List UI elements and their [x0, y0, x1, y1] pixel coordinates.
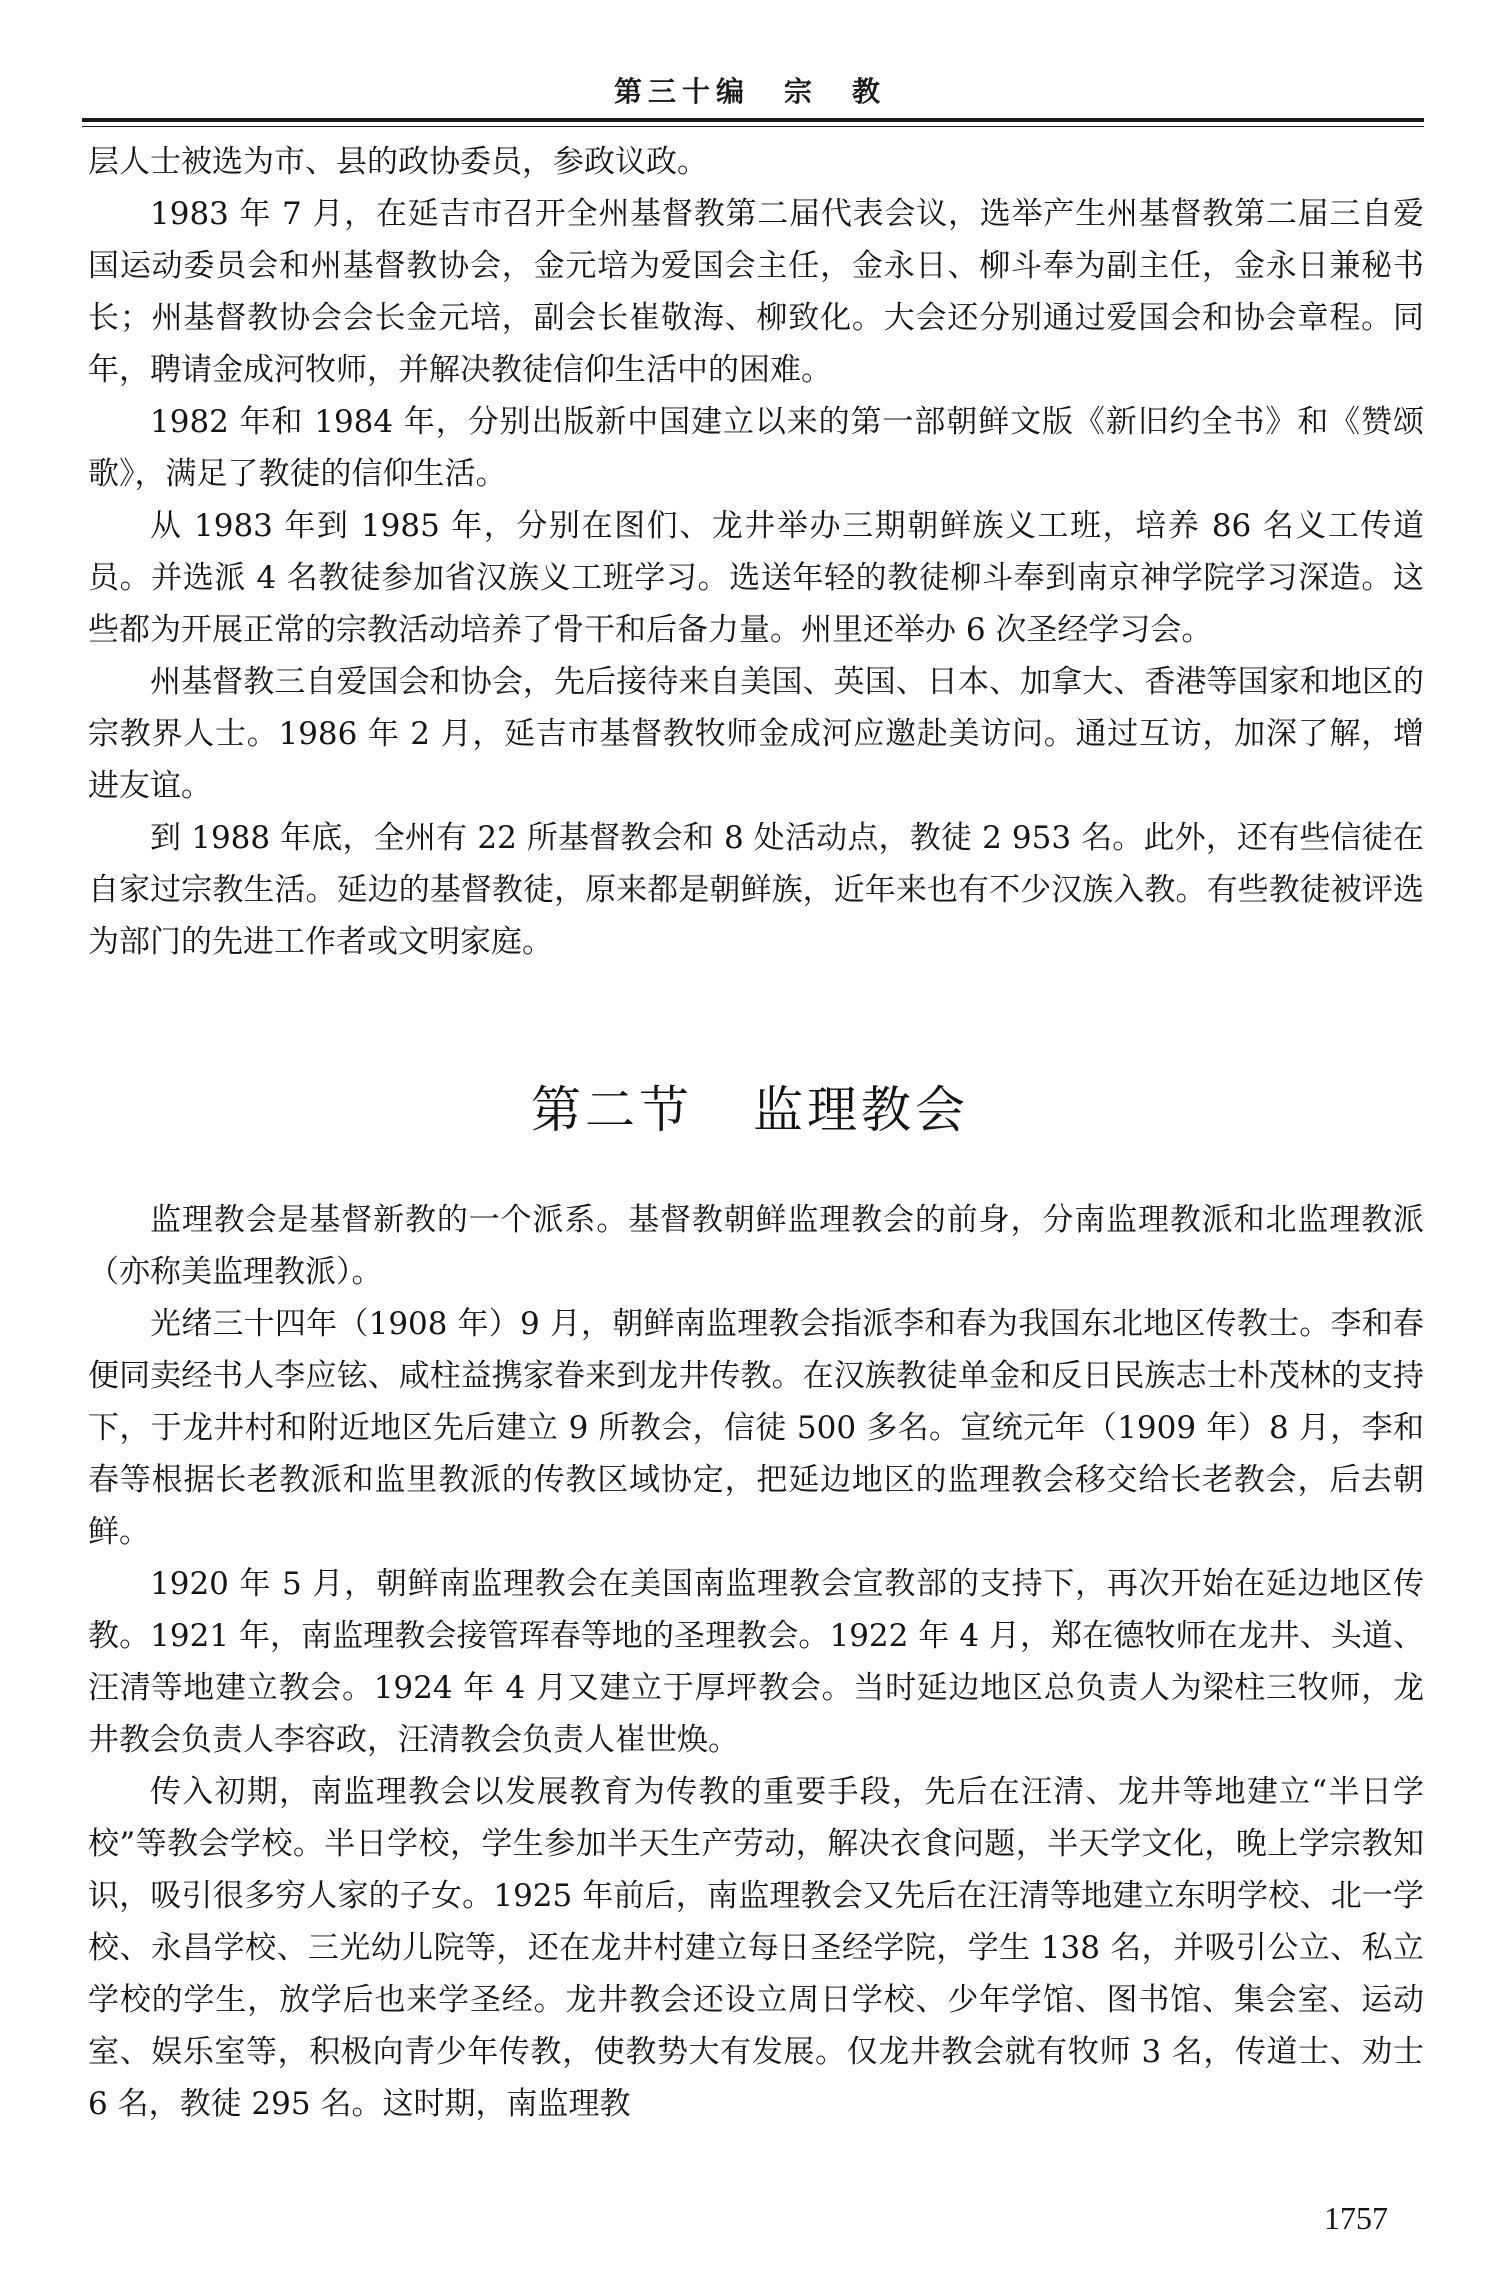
- paragraph: 1983 年 7 月，在延吉市召开全州基督教第二届代表会议，选举产生州基督教第二届三自爱国运动委员会和州基督教协会，金元培为爱国会主任，金永日、柳斗奉为副主任，金永日兼秘书长；州基督教协会会长金元培，副会长崔敬海、柳致化。大会还分别通过爱国会和协会章程。同年，聘请金成河牧师，并解决教徒信仰生活中的困难。: [88, 196, 1424, 388]
- paragraph: 传入初期，南监理教会以发展教育为传教的重要手段，先后在汪清、龙井等地建立“半日学校”等教会学校。半日学校，学生参加半天生产劳动，解决衣食问题，半天学文化，晚上学宗教知识，吸引很多穷人家的子女。1925 年前后，南监理教会又先后在汪清等地建立东明学校、北一学校、永昌学校、三光幼儿院等，还在龙井村建立每日圣经学院，学生 138 名，并吸引公立、私立学校的学生，放学后也来学圣经。龙井教会还设立周日学校、少年学馆、图书馆、集会室、运动室、娱乐室等，积极向青少年传教，使教势大有发展。仅龙井教会就有牧师 3 名，传道士、劝士 6 名，教徒 295 名。这时期，南监理教: [88, 1774, 1424, 2122]
- paragraph: 1920 年 5 月，朝鲜南监理教会在美国南监理教会宣教部的支持下，再次开始在延边地区传教。1921 年，南监理教会接管珲春等地的圣理教会。1922 年 4 月，郑在德牧师在龙井、头道、汪清等地建立教会。1924 年 4 月又建立于厚坪教会。当时延边地区总负责人为梁柱三牧师，龙井教会负责人李容政，汪清教会负责人崔世焕。: [88, 1566, 1424, 1758]
- page-number: 1757: [1324, 2200, 1388, 2236]
- section-number: 第二节: [531, 1081, 693, 1139]
- paragraph: 州基督教三自爱国会和协会，先后接待来自美国、英国、日本、加拿大、香港等国家和地区的宗教界人士。1986 年 2 月，延吉市基督教牧师金成河应邀赴美访问。通过互访，加深了解，增进友谊。: [88, 664, 1424, 804]
- paragraph: 监理教会是基督新教的一个派系。基督教朝鲜监理教会的前身，分南监理教派和北监理教派（亦称美监理教派）。: [88, 1202, 1424, 1290]
- paragraph: 光绪三十四年（1908 年）9 月，朝鲜南监理教会指派李和春为我国东北地区传教士。李和春便同卖经书人李应铉、咸柱益携家眷来到龙井传教。在汉族教徒单金和反日民族志士朴茂林的支持下，于龙井村和附近地区先后建立 9 所教会，信徒 500 多名。宣统元年（1909 年）8 月，李和春等根据长老教派和监里教派的传教区域协定，把延边地区的监理教会移交给长老教会，后去朝鲜。: [88, 1306, 1424, 1550]
- paragraph: 1982 年和 1984 年，分别出版新中国建立以来的第一部朝鲜文版《新旧约全书》和《赞颂歌》，满足了教徒的信仰生活。: [88, 404, 1424, 492]
- body-text-section: [88, 1194, 1424, 2130]
- section-heading: [0, 1070, 1500, 1142]
- paragraph: 层人士被选为市、县的政协委员，参政议政。: [88, 144, 708, 180]
- paragraph: 从 1983 年到 1985 年，分别在图们、龙井举办三期朝鲜族义工班，培养 86 名义工传道员。并选派 4 名教徒参加省汉族义工班学习。选送年轻的教徒柳斗奉到南京神学院学习深造。这些都为开展正常的宗教活动培养了骨干和后备力量。州里还举办 6 次圣经学习会。: [88, 508, 1424, 648]
- body-text-top: [88, 136, 1424, 968]
- header-rule-thin: [82, 126, 1424, 127]
- header-rule-thick: [82, 118, 1424, 122]
- section-title: 监理教会: [753, 1081, 969, 1139]
- running-head: 第三十编 宗 教: [613, 75, 886, 108]
- paragraph: 到 1988 年底，全州有 22 所基督教会和 8 处活动点，教徒 2 953 名。此外，还有些信徒在自家过宗教生活。延边的基督教徒，原来都是朝鲜族，近年来也有不少汉族入教。有些教徒被评选为部门的先进工作者或文明家庭。: [88, 820, 1424, 960]
